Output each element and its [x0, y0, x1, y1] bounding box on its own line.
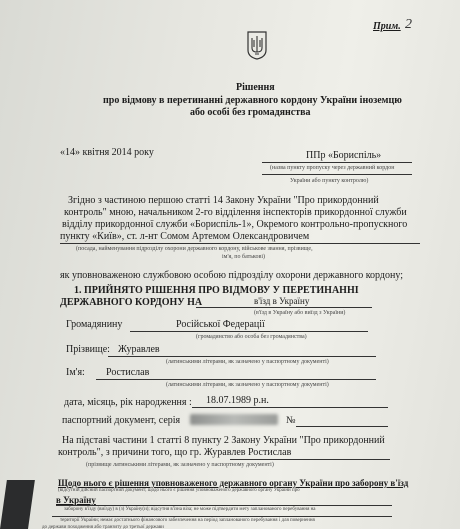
title-line2: про відмову в перетинанні державного кордону України іноземцю	[103, 95, 402, 106]
checkpoint-caption-2: України або пункту контролю)	[290, 178, 369, 184]
ban-line1: Щодо нього є рішення уповноваженого державного органу України про заборону в'їзд	[58, 478, 409, 488]
ban-caption-1: (відсутній дійсний паспортний документ; щодо нього є рішення уповноваженого державного органу України про	[58, 488, 300, 493]
photo-background-corner	[0, 480, 35, 529]
passport-number-label: №	[286, 415, 296, 426]
paragraph1-line3: відділу прикордонної служби «Бориспіль-1», Окремого контрольно-пропускного	[62, 219, 408, 230]
title-line3: або особі без громадянства	[190, 107, 311, 118]
annex-label: Прим.	[373, 21, 401, 32]
title-line1: Рішення	[236, 82, 275, 93]
surname-value: Журавлев	[118, 344, 160, 355]
paragraph2: як уповноваженою службовою особою підрозділу охорони державного кордону;	[60, 270, 404, 281]
ban-caption-2: заборону в'їзду (виїзду) в (з) Україну(и); відсутня в'їзна віза; не може підтвердити мету запланованого перебування на	[64, 507, 316, 512]
name-value: Ростислав	[106, 367, 150, 378]
dob-label: дата, місяць, рік народження :	[64, 397, 192, 408]
officer-caption-2: ім'я, по батькові)	[222, 254, 266, 260]
name-label: Ім'я:	[66, 367, 85, 378]
name-caption: (латинськими літерами, як зазначено у паспортному документі)	[166, 382, 329, 388]
redacted-passport-number	[190, 414, 278, 425]
surname-label: Прізвище:	[66, 344, 110, 355]
reason-line2: контроль", з причини того, що гр. Журавлев Ростислав	[58, 447, 292, 458]
ban-caption-3: території України; немає достатнього фінансового забезпечення на період запланованого перебування і для повернення	[60, 518, 315, 523]
checkpoint-name: ППр «Бориспіль»	[306, 150, 382, 161]
reason-caption: (прізвище латинськими літерами, як зазначено у паспортному документі)	[86, 462, 274, 468]
checkpoint-caption: (назва пункту пропуску через державний кордон	[270, 165, 395, 171]
document-date: «14» квітня 2014 року	[60, 147, 154, 158]
ban-line2: в Україну	[56, 495, 96, 505]
trident-coat-of-arms-icon	[246, 30, 268, 60]
officer-caption-1: (посада, найменування підрозділу охорони державного кордону, військове звання, прізвище,	[76, 246, 313, 252]
decision-direction: в'їзд в Україну	[254, 296, 310, 306]
ban-caption-4: до держави походження або транзиту до третьої держави	[42, 525, 164, 529]
decision-line2: ДЕРЖАВНОГО КОРДОНУ НА	[60, 297, 203, 308]
paragraph1-line4: пункту «Київ», ст. л-нт Сомом Артемом Олександровичем	[60, 231, 310, 242]
citizenship-label: Громадянину	[66, 319, 123, 330]
decision-caption: (в'їзд в Україну або виїзд з України)	[254, 310, 346, 316]
citizenship-caption: (громадянство або особа без громадянства)	[196, 334, 307, 340]
dob-value: 18.07.1989 р.н.	[206, 395, 269, 406]
decision-line1: 1. ПРИЙНЯТО РІШЕННЯ ПРО ВІДМОВУ У ПЕРЕТИНАННІ	[74, 285, 359, 296]
reason-line1: На підставі частини 1 статті 8 пункту 2 Закону України "Про прикордонний	[62, 435, 385, 446]
annex-number: 2	[405, 17, 412, 32]
paragraph1-line1: Згідно з частиною першою статті 14 Закону України "Про прикордонний	[68, 195, 379, 206]
passport-label: паспортний документ, серія	[62, 415, 181, 426]
citizenship-value: Російської Федерації	[176, 319, 265, 330]
surname-caption: (латинськими літерами, як зазначено у паспортному документі)	[166, 359, 329, 365]
paragraph1-line2: контроль" мною, начальником 2-го відділення інспекторів прикордонної служби	[64, 207, 407, 218]
